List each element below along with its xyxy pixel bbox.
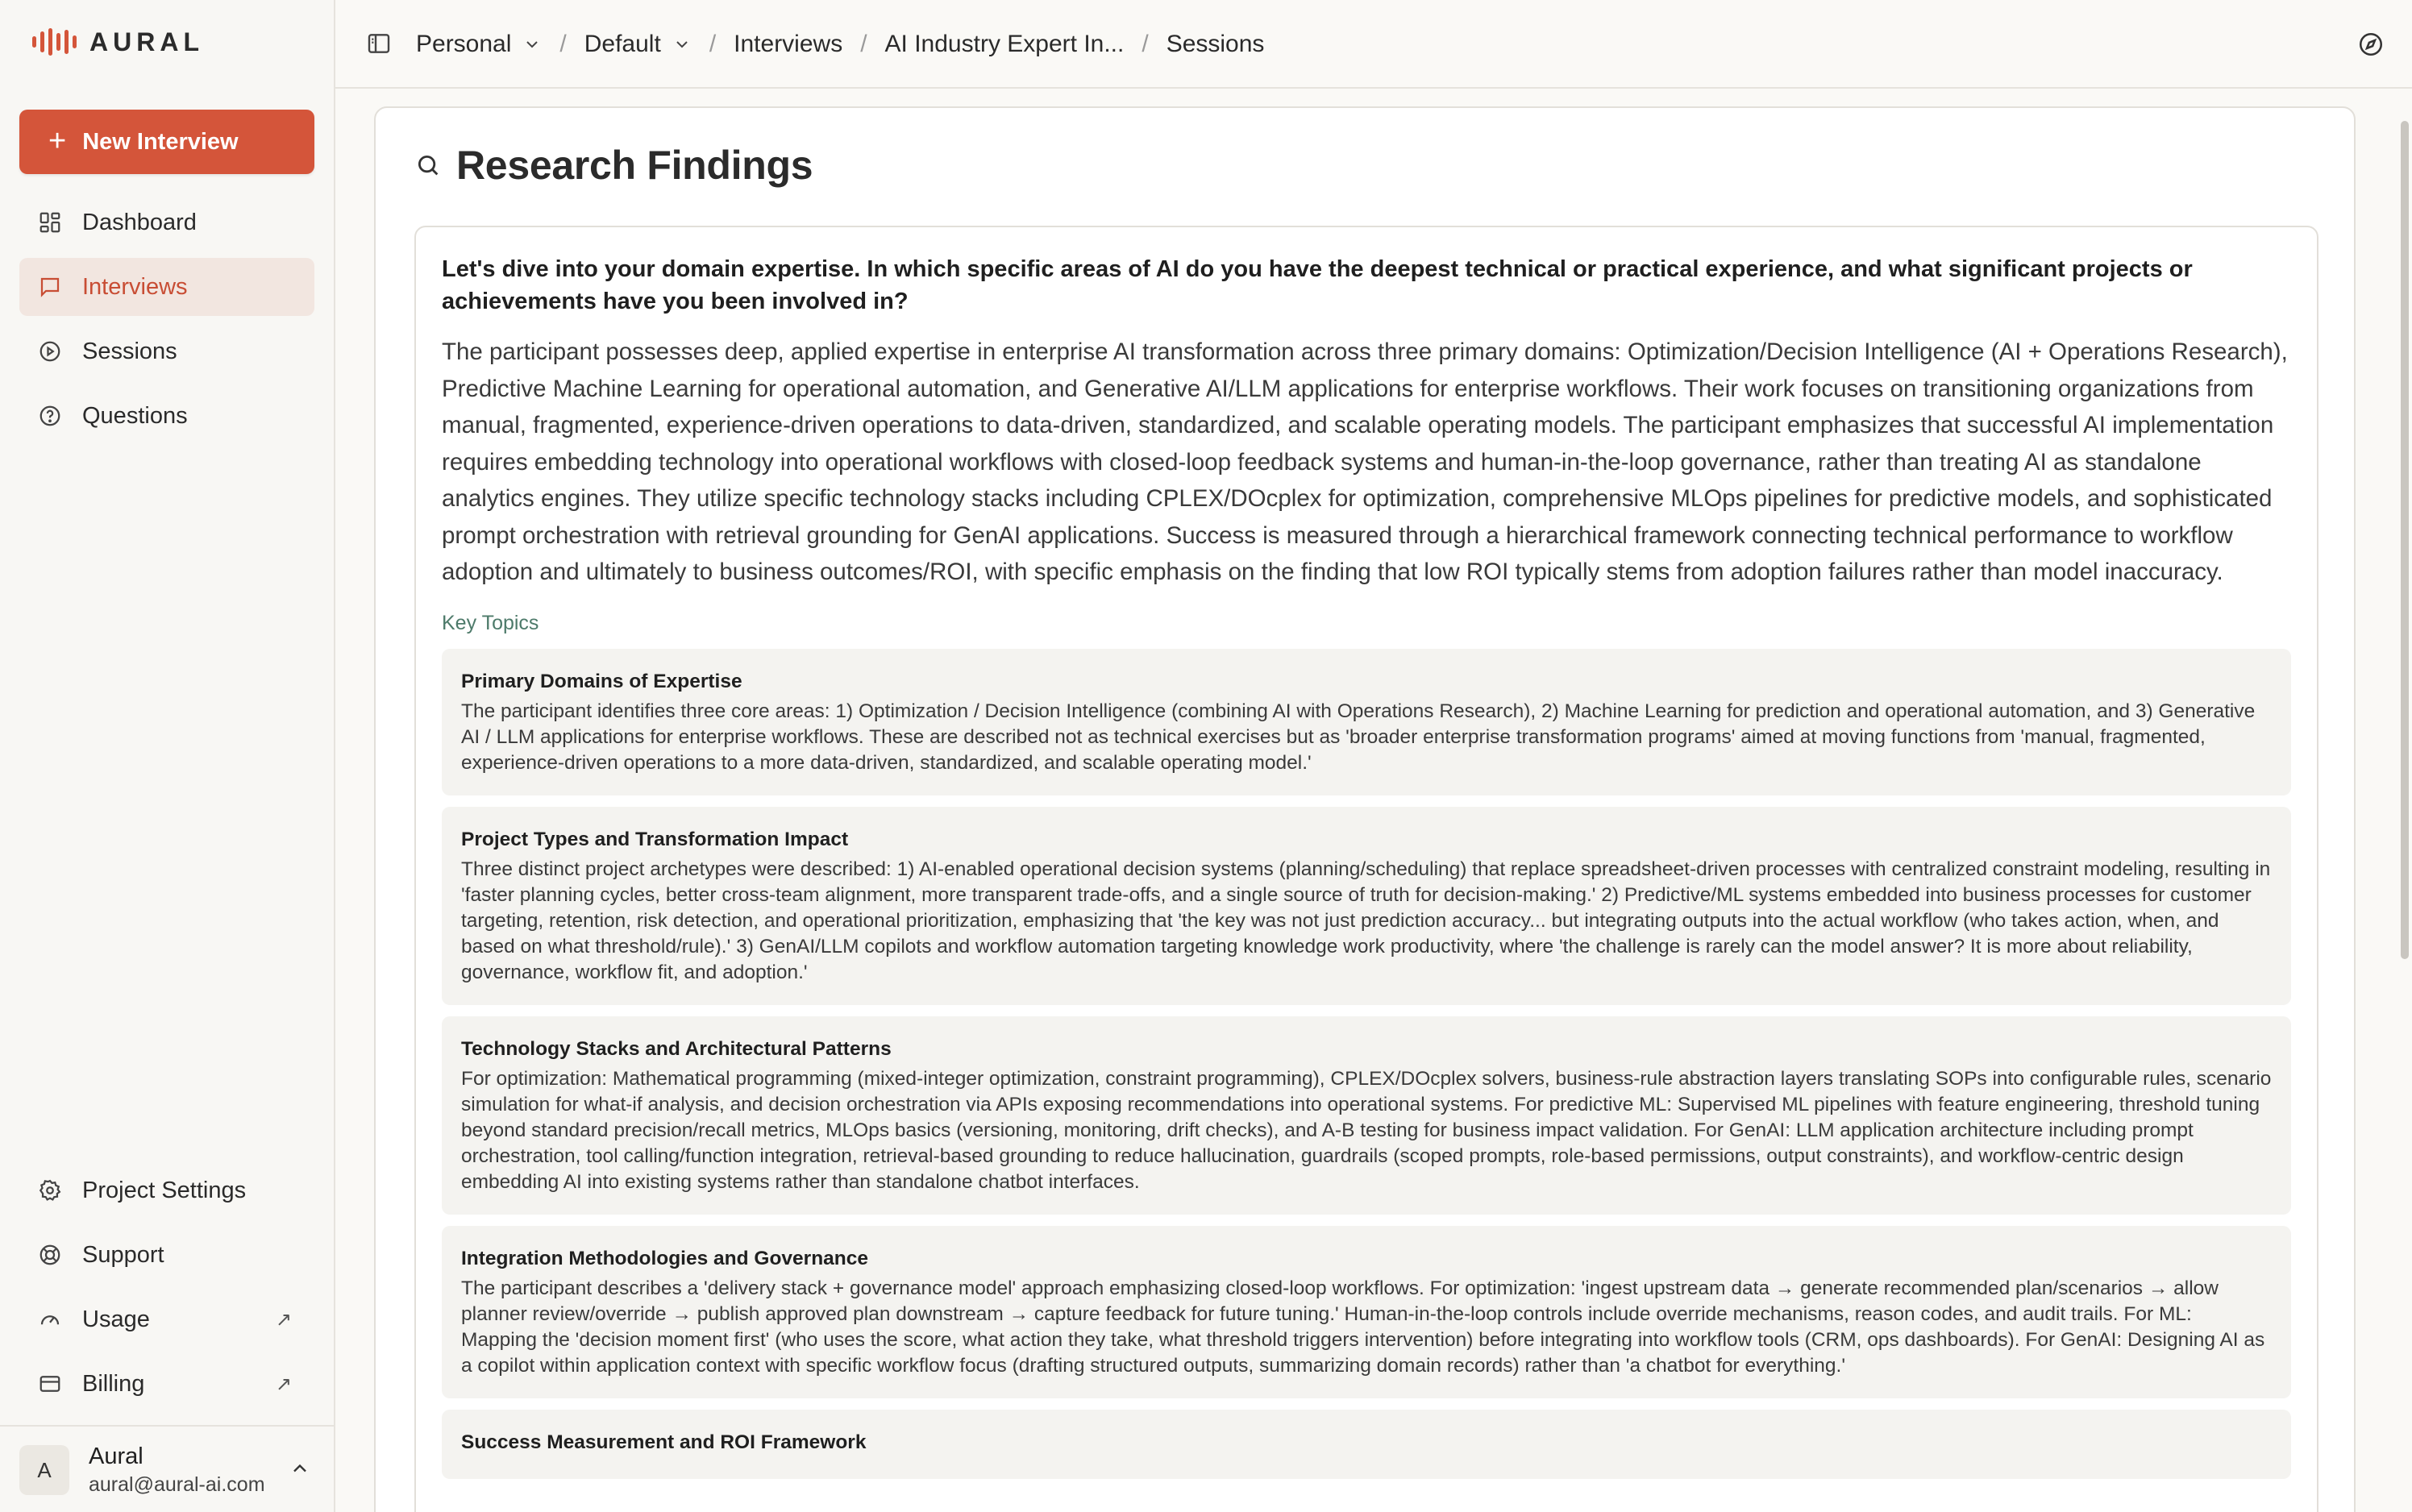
topic-title: Success Measurement and ROI Framework bbox=[461, 1431, 867, 1453]
sidebar-item-label: Dashboard bbox=[82, 209, 197, 235]
gear-icon bbox=[37, 1178, 63, 1203]
divider bbox=[0, 1425, 334, 1427]
lifebuoy-icon bbox=[37, 1242, 63, 1268]
topic-card bbox=[442, 1016, 2291, 1215]
chevron-down-icon bbox=[672, 35, 692, 54]
brand-logo[interactable] bbox=[32, 26, 204, 58]
brand-name: AURAL bbox=[89, 27, 204, 56]
finding-summary: The participant possesses deep, applied expertise in enterprise AI transformation across three primary domains: Optimization/Decision Intelligence (AI + Operations Research), Predictive Machine Learning for operational automation, and Generative AI/LLM applications for enterprise workflows. Their work focuses on transitioning organizations from manual, fragmented, experience-driven operations to data-driven, standardized, and scalable operating models. The participant emphasizes that successful AI implementation requires embedding technology into operational workflows with closed-loop feedback systems and human-in-the-loop governance, rather than treating AI as standalone analytics engines. They utilize specific technology stacks including CPLEX/DOcplex for optimization, comprehensive MLOps pipelines for predictive models, and sophisticated prompt orchestration with retrieval grounding for GenAI applications. Success is measured through a hierarchical framework connecting technical performance to workflow adoption and ultimately to business outcomes/ROI, with specific emphasis on the finding that low ROI typically stems from adoption failures rather than model inaccuracy. bbox=[442, 339, 2288, 585]
sidebar-item-usage[interactable] bbox=[19, 1290, 314, 1348]
topic-title: Integration Methodologies and Governance bbox=[461, 1247, 869, 1269]
help-circle-icon bbox=[37, 403, 63, 429]
external-link-icon: ↗ bbox=[275, 1308, 292, 1331]
sidebar-item-label: Questions bbox=[82, 402, 188, 429]
research-findings-card bbox=[374, 106, 2356, 1512]
sidebar bbox=[0, 0, 335, 1512]
breadcrumb-workspace-label: Personal bbox=[416, 31, 512, 57]
credit-card-icon bbox=[37, 1371, 63, 1397]
chevron-down-icon bbox=[522, 35, 542, 54]
external-link-icon: ↗ bbox=[275, 1373, 292, 1395]
breadcrumb bbox=[416, 0, 1264, 89]
breadcrumb-separator: / bbox=[709, 31, 717, 57]
topic-body: Three distinct project archetypes were described: 1) AI-enabled operational decision systems (planning/scheduling) that replace spreadsheet-driven processes with centralized constraint modeling, resulting in 'faster planning cycles, better cross-team alignment, more transparent trade-offs, and a single source of truth for decision-making.' 2) Predictive/ML systems embedded into business processes for customer targeting, retention, risk detection, and operational prioritization, emphasizing that 'the key was not just prediction accuracy... but integrating outputs into the actual workflow (who takes action, when, and based on what threshold/rule).' 3) GenAI/LLM copilots and workflow automation targeting knowledge work productivity, where 'the challenge is rarely can the model answer? It is more about reliability, governance, workflow fit, and adoption.' bbox=[461, 858, 2271, 983]
sidebar-item-label: Usage bbox=[82, 1306, 150, 1332]
topic-title: Technology Stacks and Architectural Patterns bbox=[461, 1037, 892, 1060]
sidebar-item-support[interactable] bbox=[19, 1226, 314, 1284]
breadcrumb-interview[interactable]: AI Industry Expert In... bbox=[884, 31, 1125, 57]
sidebar-item-label: Project Settings bbox=[82, 1177, 247, 1203]
new-interview-button[interactable] bbox=[19, 110, 314, 174]
sidebar-item-sessions[interactable] bbox=[19, 322, 314, 380]
sidebar-item-billing[interactable] bbox=[19, 1355, 314, 1413]
scrollbar[interactable] bbox=[2401, 121, 2409, 959]
breadcrumb-separator: / bbox=[559, 31, 567, 57]
sidebar-item-label: Billing bbox=[82, 1370, 145, 1397]
card-header bbox=[414, 142, 813, 189]
user-email: aural@aural-ai.com bbox=[89, 1473, 265, 1496]
topic-card bbox=[442, 1226, 2291, 1398]
topic-title: Project Types and Transformation Impact bbox=[461, 828, 849, 850]
chevron-up-icon bbox=[289, 1457, 311, 1484]
gauge-icon bbox=[37, 1306, 63, 1332]
play-circle-icon bbox=[37, 339, 63, 364]
topic-card bbox=[442, 1410, 2291, 1479]
topic-title: Primary Domains of Expertise bbox=[461, 670, 742, 692]
topic-body: The participant describes a 'delivery stack + governance model' approach emphasizing closed-loop workflows. For optimization: 'ingest upstream data → generate recommended plan/scenarios → allow planner review/override → publish approved plan downstream → capture feedback for future tuning.' Human-in-the-loop controls include override mechanisms, reason codes, and audit trails. For ML: Mapping the 'decision moment first' (who uses the score, what action they take, what threshold triggers intervention) before integrating into workflow tools (CRM, ops dashboards). For GenAI: Designing AI as a copilot within application context with specific workflow focus (drafting structured outputs, summarizing domain records) rather than 'a chatbot for everything.' bbox=[461, 1277, 2265, 1377]
topic-card bbox=[442, 649, 2291, 795]
breadcrumb-separator: / bbox=[1142, 31, 1149, 57]
breadcrumb-separator: / bbox=[860, 31, 867, 57]
top-bar bbox=[335, 0, 2412, 89]
breadcrumb-project-label: Default bbox=[584, 31, 661, 57]
sidebar-item-dashboard[interactable] bbox=[19, 193, 314, 251]
sidebar-item-questions[interactable] bbox=[19, 387, 314, 445]
question-text: Let's dive into your domain expertise. In which specific areas of AI do you have the deepest technical or practical experience, and what significant projects or achievements have you been involved in? bbox=[442, 256, 2193, 314]
breadcrumb-workspace[interactable] bbox=[416, 31, 542, 58]
sidebar-toggle-icon[interactable] bbox=[366, 31, 392, 60]
message-square-icon bbox=[37, 274, 63, 300]
plus-icon: + bbox=[48, 123, 67, 158]
sidebar-item-project-settings[interactable] bbox=[19, 1161, 314, 1219]
topic-body: For optimization: Mathematical programming (mixed-integer optimization, constraint programming), CPLEX/DOcplex solvers, business-rule abstraction layers translating SOPs into configurable rules, scenario simulation for what-if analysis, and decision orchestration via APIs exposing recommendations into operational systems. For predictive ML: Supervised ML pipelines with feature engineering, threshold tuning beyond standard precision/recall metrics, MLOps basics (versioning, monitoring, drift checks), and A-B testing for business impact validation. For GenAI: LLM application architecture including prompt orchestration, tool calling/function integration, retrieval-based grounding to reduce hallucination, guardrails (scoped prompts, role-based permissions, output constraints), and workflow-centric design embedding AI into existing systems rather than standalone chatbot interfaces. bbox=[461, 1067, 2272, 1193]
topic-card bbox=[442, 807, 2291, 1005]
new-interview-label: New Interview bbox=[82, 128, 239, 155]
topic-body: The participant identifies three core areas: 1) Optimization / Decision Intelligence (combining AI with Operations Research), 2) Machine Learning for prediction and operational automation, and 3) Generative AI / LLM applications for enterprise workflows. These are described not as technical exercises but as 'broader enterprise transformation programs' aimed at moving functions from 'manual, fragmented, experience-driven operations to a more data-driven, standardized, and scalable operating model.' bbox=[461, 700, 2256, 774]
user-menu[interactable] bbox=[19, 1439, 314, 1501]
compass-icon[interactable] bbox=[2357, 31, 2385, 62]
user-name: Aural bbox=[89, 1443, 143, 1469]
sidebar-item-label: Sessions bbox=[82, 338, 177, 364]
breadcrumb-interviews[interactable]: Interviews bbox=[734, 31, 843, 57]
breadcrumb-project[interactable] bbox=[584, 31, 692, 58]
question-finding bbox=[414, 226, 2318, 1512]
key-topics-label: Key Topics bbox=[442, 611, 539, 634]
sidebar-item-interviews[interactable] bbox=[19, 258, 314, 316]
page-title: Research Findings bbox=[456, 143, 813, 188]
sidebar-item-label: Interviews bbox=[82, 273, 188, 300]
avatar: A bbox=[19, 1445, 69, 1495]
search-icon bbox=[414, 152, 442, 179]
breadcrumb-current: Sessions bbox=[1166, 31, 1265, 57]
waveform-logo-icon bbox=[32, 26, 77, 58]
sidebar-item-label: Support bbox=[82, 1241, 164, 1268]
dashboard-icon bbox=[37, 210, 63, 235]
